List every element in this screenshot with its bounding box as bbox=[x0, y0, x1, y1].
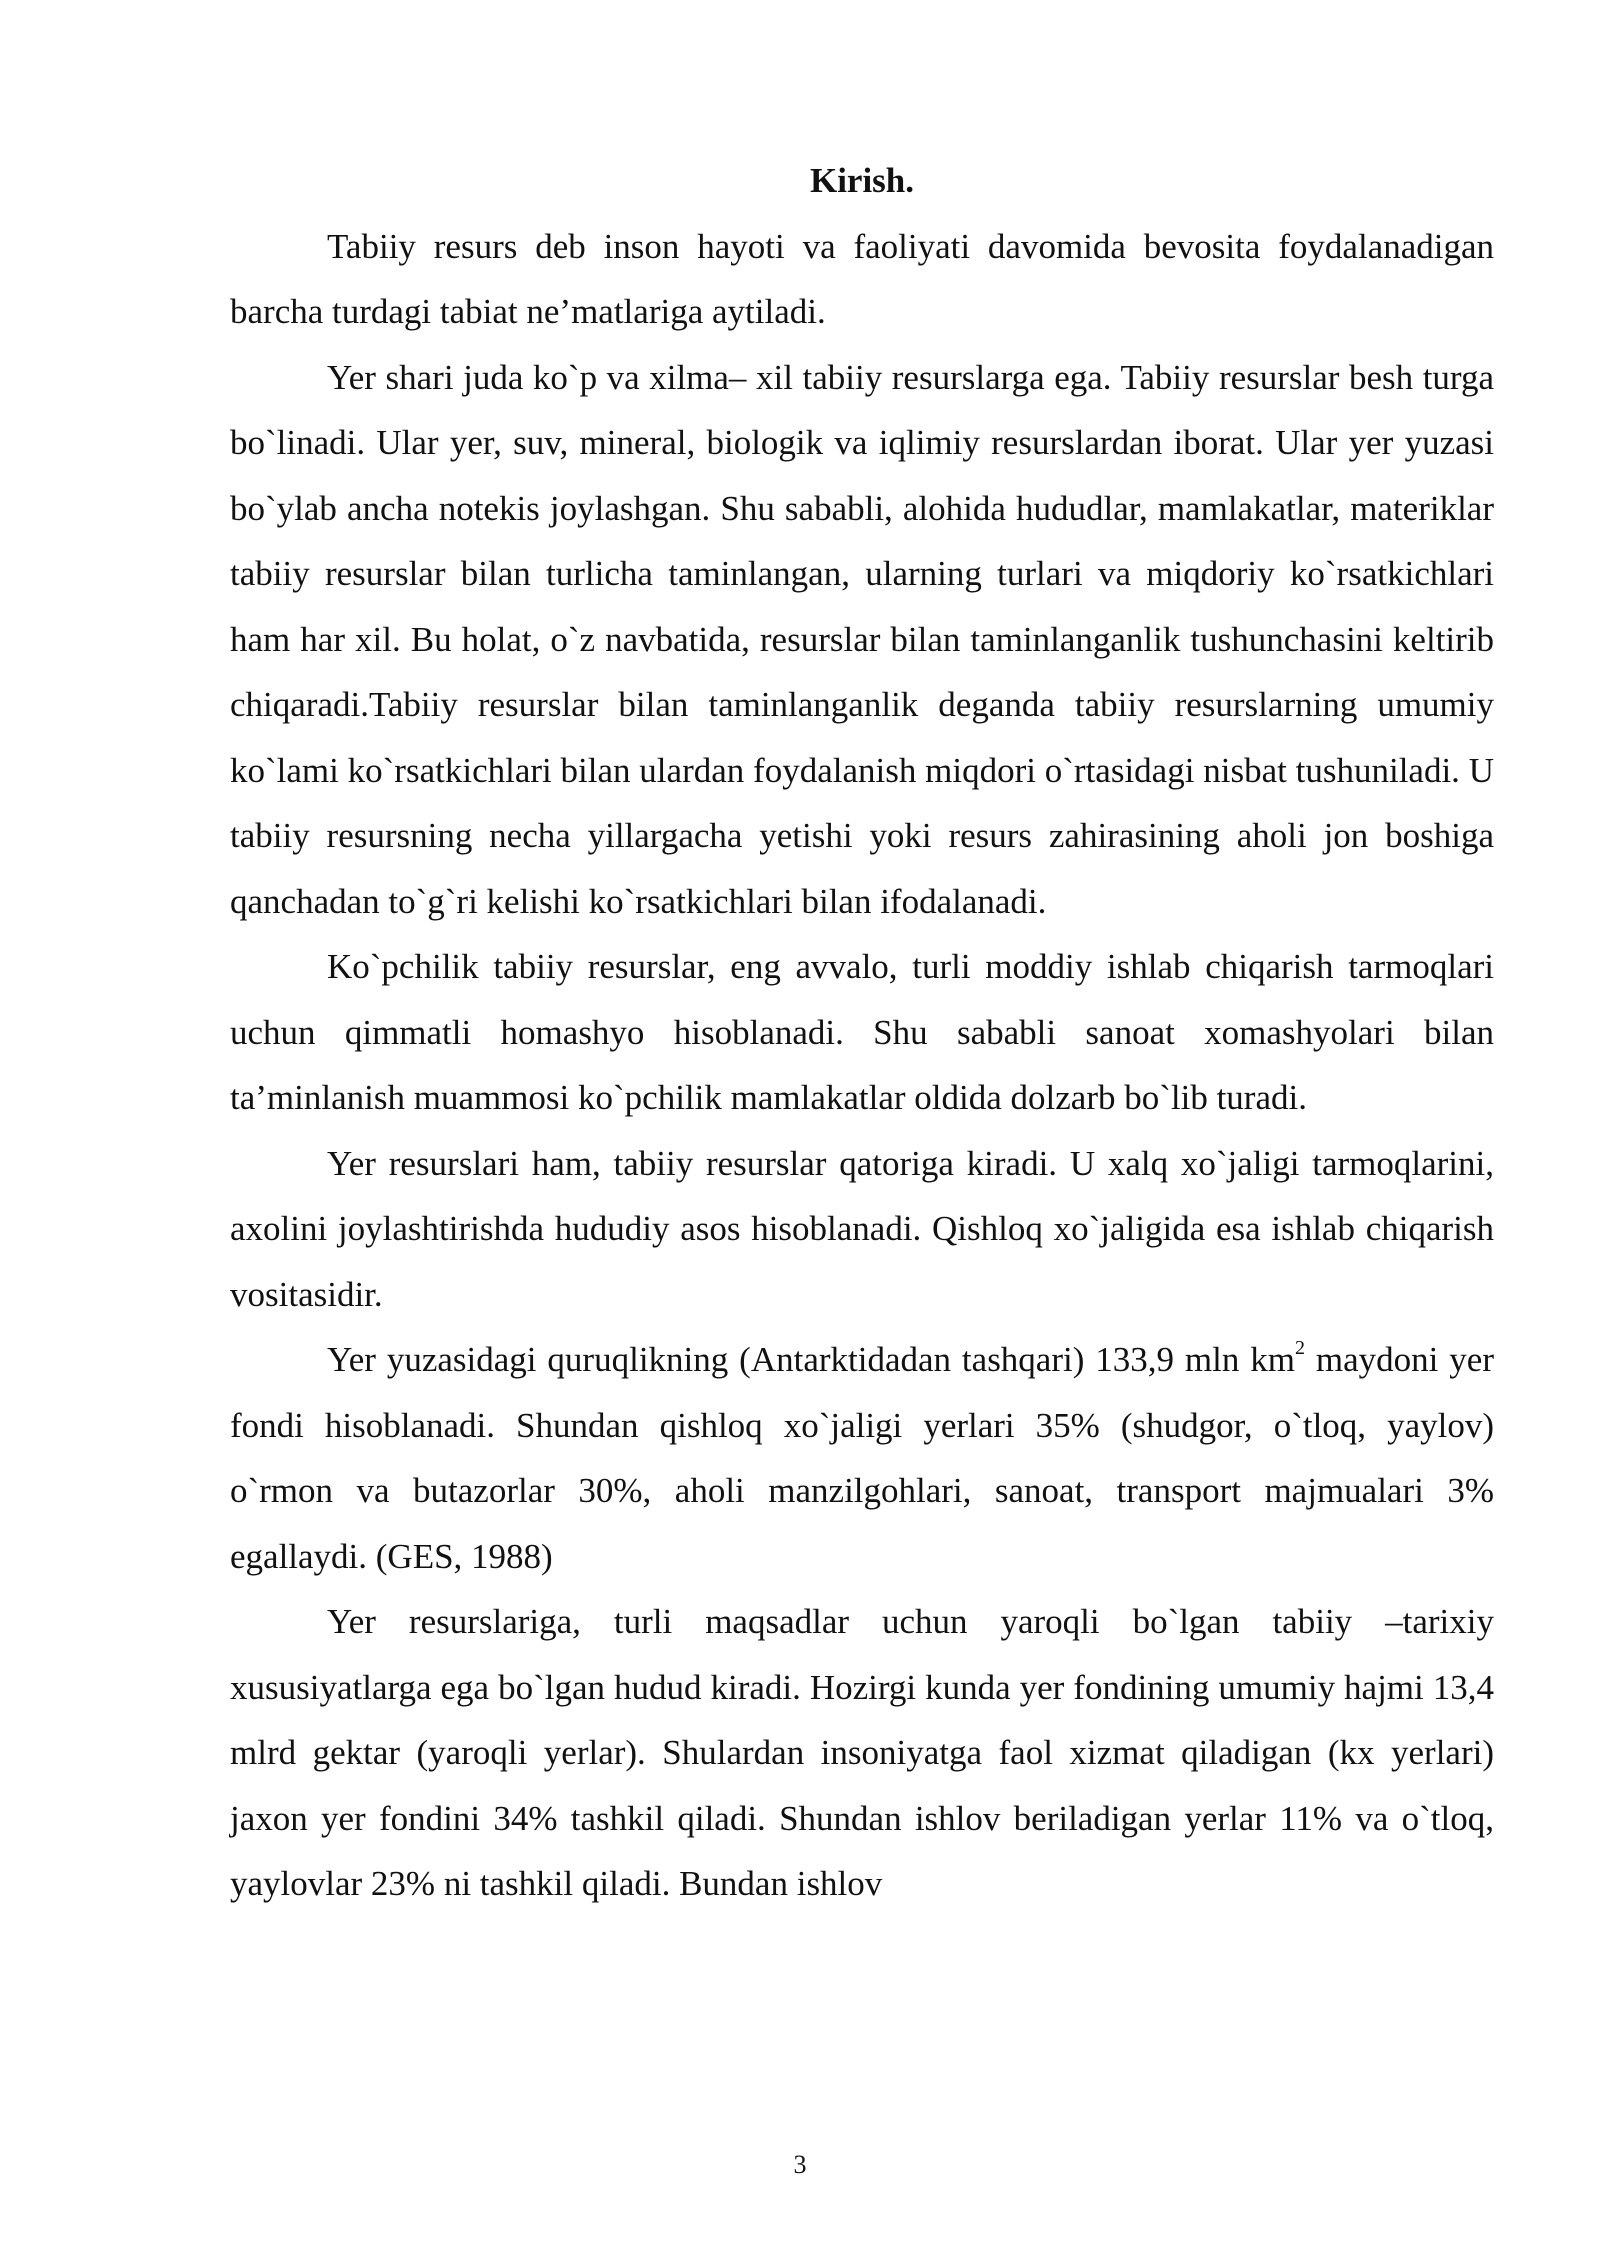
paragraph-5-text-start: Yer yuzasidagi quruqlikning (Antarktidadan tashqari) 133,9 mln km bbox=[327, 1340, 1296, 1379]
paragraph-5 bbox=[230, 1327, 1494, 1589]
paragraph-2: Yer shari juda ko`p va xilma– xil tabiiy resurslarga ega. Tabiiy resurslar besh turga bo`linadi. Ular yer, suv, mineral, biologik va iqlimiy resurslardan iborat. Ular yer yuzasi bo`ylab ancha notekis joylashgan. Shu sababli, alohida hududlar, mamlakatlar, materiklar tabiiy resurslar bilan turlicha taminlangan, ularning turlari va miqdoriy ko`rsatkichlari ham har xil. Bu holat, o`z navbatida, resurslar bilan taminlanganlik tushunchasini keltirib chiqaradi.Tabiiy resurslar bilan taminlanganlik deganda tabiiy resurslarning umumiy ko`lami ko`rsatkichlari bilan ulardan foydalanish miqdori o`rtasidagi nisbat tushuniladi. U tabiiy resursning necha yillargacha yetishi yoki resurs zahirasining aholi jon boshiga qanchadan to`g`ri kelishi ko`rsatkichlari bilan ifodalanadi. bbox=[230, 357, 1494, 921]
page-content bbox=[230, 148, 1494, 1917]
paragraph-4: Yer resurslari ham, tabiiy resurslar qatoriga kiradi. U xalq xo`jaligi tarmoqlarini, axolini joylashtirishda hududiy asos hisoblanadi. Qishloq xo`jaligida esa ishlab chiqarish vositasidir. bbox=[230, 1143, 1494, 1314]
paragraph-1: Tabiiy resurs deb inson hayoti va faoliyati davomida bevosita foydalanadigan barcha turdagi tabiat ne’matlariga aytiladi. bbox=[230, 226, 1494, 331]
paragraph-6: Yer resurslariga, turli maqsadlar uchun yaroqli bo`lgan tabiiy –tarixiy xususiyatlarga ega bo`lgan hudud kiradi. Hozirgi kunda yer fondining umumiy hajmi 13,4 mlrd gektar (yaroqli yerlar). Shulardan insoniyatga faol xizmat qiladigan (kx yerlari) jaxon yer fondini 34% tashkil qiladi. Shundan ishlov beriladigan yerlar 11% va o`tloq, yaylovlar 23% ni tashkil qiladi. Bundan ishlov bbox=[230, 1602, 1494, 1903]
superscript-exponent: 2 bbox=[1295, 1337, 1306, 1360]
page-number: 3 bbox=[793, 2150, 807, 2179]
paragraph-3: Ko`pchilik tabiiy resurslar, eng avvalo, turli moddiy ishlab chiqarish tarmoqlari uchun qimmatli homashyo hisoblanadi. Shu sababli sanoat xomashyolari bilan ta’minlanish muammosi ko`pchilik mamlakatlar oldida dolzarb bo`lib turadi. bbox=[230, 947, 1494, 1117]
section-title: Kirish. bbox=[809, 161, 915, 200]
paragraph-5-text-end: maydoni yer fondi hisoblanadi. Shundan qishloq xo`jaligi yerlari 35% (shudgor, o`tloq, yaylov) o`rmon va butazorlar 30%, aholi manzilgohlari, sanoat, transport majmualari 3% egallaydi. (GES, 1988) bbox=[230, 1340, 1494, 1576]
